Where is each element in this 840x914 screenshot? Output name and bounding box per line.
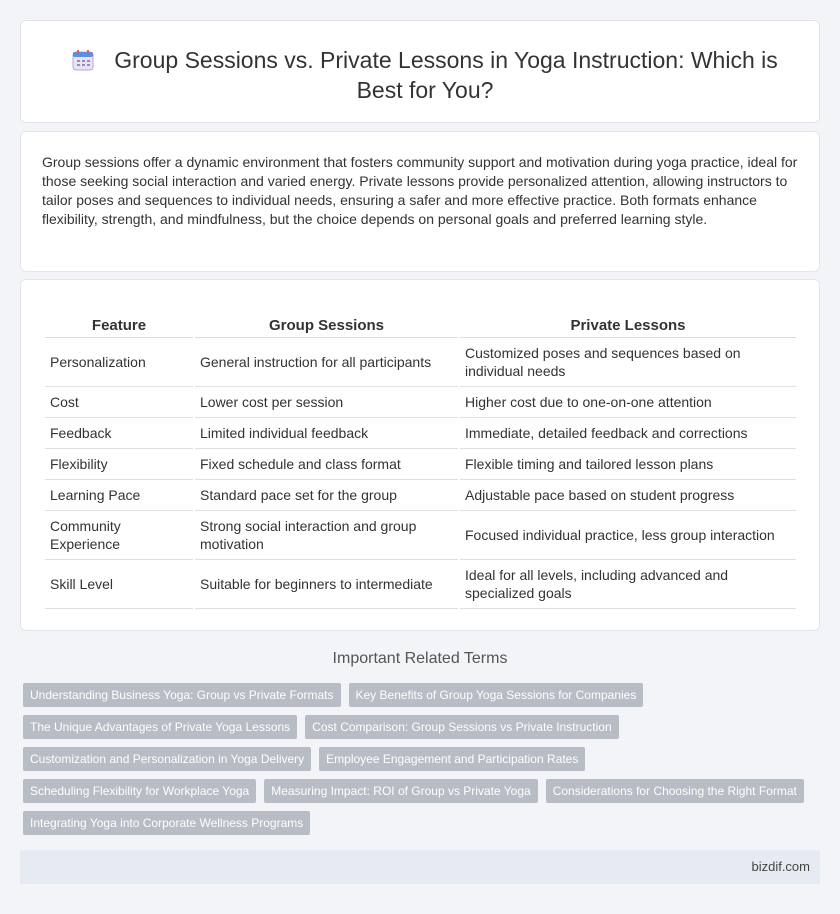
related-term-tag[interactable]: Cost Comparison: Group Sessions vs Private Instruction — [305, 715, 618, 739]
private-cell: Flexible timing and tailored lesson plans — [460, 449, 796, 480]
feature-cell: Skill Level — [45, 560, 193, 609]
related-term-tag[interactable]: Employee Engagement and Participation Rates — [319, 747, 585, 771]
related-term-tag[interactable]: Customization and Personalization in Yoga Delivery — [23, 747, 311, 771]
group-cell: General instruction for all participants — [195, 338, 458, 387]
private-cell: Adjustable pace based on student progress — [460, 480, 796, 511]
column-header-group: Group Sessions — [195, 316, 458, 338]
feature-cell: Personalization — [45, 338, 193, 387]
table-row — [45, 338, 796, 387]
footer — [20, 850, 820, 884]
calendar-icon — [72, 48, 94, 70]
private-cell: Ideal for all levels, including advanced and specialized goals — [460, 560, 796, 609]
feature-cell: Learning Pace — [45, 480, 193, 511]
column-header-feature: Feature — [45, 316, 193, 338]
column-header-private: Private Lessons — [460, 316, 796, 338]
title-card — [20, 20, 820, 123]
related-term-tag[interactable]: Key Benefits of Group Yoga Sessions for Companies — [349, 683, 644, 707]
table-row — [45, 387, 796, 418]
intro-paragraph: Group sessions offer a dynamic environment that fosters community support and motivation during yoga practice, ideal for those seeking social interaction and varied energy. Private lessons provide personalized attention, allowing instructors to tailor poses and sequences to individual needs, ensuring a safer and more effective practice. Both formats enhance flexibility, strength, and mindfulness, but the choice depends on personal goals and preferred learning style. — [42, 154, 798, 227]
related-terms-list — [23, 683, 813, 835]
related-term-tag[interactable]: Scheduling Flexibility for Workplace Yoga — [23, 779, 256, 803]
page-title: Group Sessions vs. Private Lessons in Yoga Instruction: Which is Best for You? — [114, 47, 778, 103]
group-cell: Fixed schedule and class format — [195, 449, 458, 480]
feature-cell: Feedback — [45, 418, 193, 449]
related-term-tag[interactable]: Integrating Yoga into Corporate Wellness Programs — [23, 811, 310, 835]
group-cell: Lower cost per session — [195, 387, 458, 418]
related-terms-heading: Important Related Terms — [332, 650, 508, 667]
page-title-wrap — [61, 45, 789, 105]
related-term-tag[interactable]: The Unique Advantages of Private Yoga Lessons — [23, 715, 297, 739]
private-cell: Customized poses and sequences based on individual needs — [460, 338, 796, 387]
feature-cell: Community Experience — [45, 511, 193, 560]
table-row — [45, 560, 796, 609]
feature-cell: Flexibility — [45, 449, 193, 480]
private-cell: Immediate, detailed feedback and corrections — [460, 418, 796, 449]
group-cell: Strong social interaction and group motivation — [195, 511, 458, 560]
related-term-tag[interactable]: Considerations for Choosing the Right Format — [546, 779, 804, 803]
table-row — [45, 418, 796, 449]
group-cell: Suitable for beginners to intermediate — [195, 560, 458, 609]
comparison-table — [43, 316, 798, 609]
table-row — [45, 480, 796, 511]
private-cell: Higher cost due to one-on-one attention — [460, 387, 796, 418]
feature-cell: Cost — [45, 387, 193, 418]
private-cell: Focused individual practice, less group interaction — [460, 511, 796, 560]
related-term-tag[interactable]: Understanding Business Yoga: Group vs Private Formats — [23, 683, 341, 707]
comparison-card — [20, 279, 820, 631]
table-row — [45, 449, 796, 480]
group-cell: Standard pace set for the group — [195, 480, 458, 511]
footer-site-link[interactable]: bizdif.com — [751, 859, 810, 874]
related-term-tag[interactable]: Measuring Impact: ROI of Group vs Private Yoga — [264, 779, 537, 803]
intro-card — [20, 131, 820, 272]
table-header-row — [45, 316, 796, 338]
group-cell: Limited individual feedback — [195, 418, 458, 449]
table-row — [45, 511, 796, 560]
